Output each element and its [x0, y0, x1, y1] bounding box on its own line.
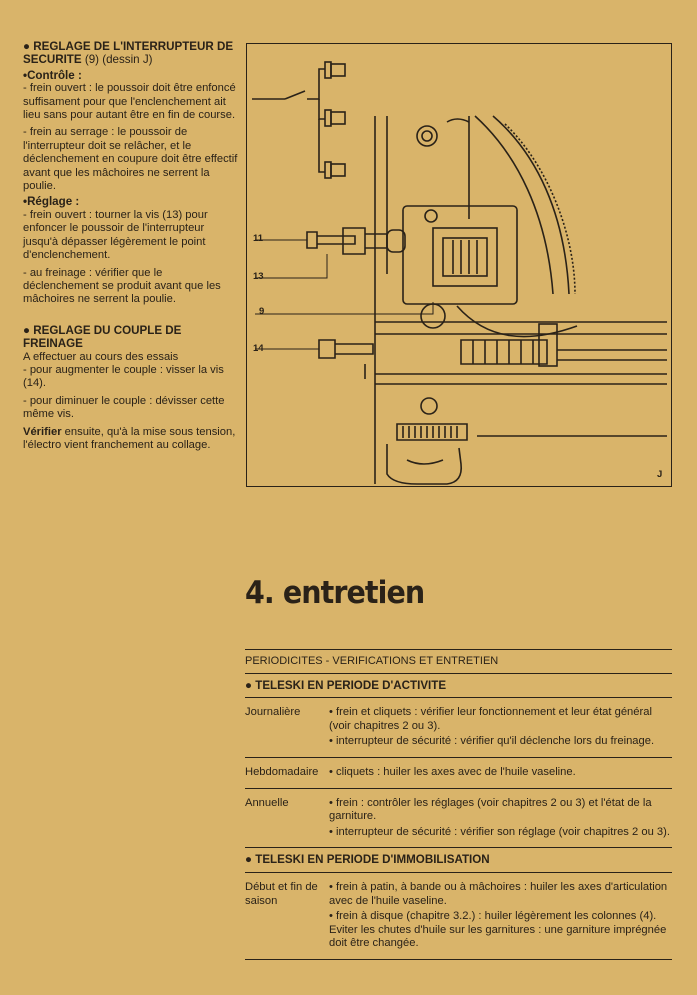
list-item: • frein à patin, à bande ou à mâchoires : huiler les axes d'articulation avec de l'huile vaseline. [329, 880, 668, 907]
period-label: Hebdomadaire [245, 765, 319, 778]
section2-heading: ● REGLAGE DU COUPLE DE FREINAGE [23, 323, 182, 351]
section1-heading: ● REGLAGE DE L'INTERRUPTEUR DE SECURITE (9) (dessin J) [23, 40, 234, 67]
section2-line-2: - pour diminuer le couple : dévisser cette même vis. [23, 394, 225, 421]
table-row [245, 758, 672, 788]
figure-corner-label: J [657, 469, 663, 480]
label-9: 9 [259, 306, 265, 317]
controle-label: •Contrôle : [23, 68, 82, 82]
left-column [23, 40, 238, 452]
figure-j [246, 43, 672, 487]
controle-line-1: - frein ouvert : le poussoir doit être enfoncé suffisament pour que l'enclenchement ait lieu sans pour autant être en fin de course. [23, 82, 236, 122]
chapter-title: 4. entretien [245, 575, 425, 611]
list-item: • cliquets : huiler les axes avec de l'huile vaseline. [329, 765, 576, 778]
period-label: Journalière [245, 706, 301, 719]
mechanism-drawing [247, 44, 673, 488]
maintenance-table [245, 649, 672, 960]
table-header: PERIODICITES - VERIFICATIONS ET ENTRETIEN [245, 655, 499, 667]
section-active: ● TELESKI EN PERIODE D'ACTIVITE [245, 678, 447, 692]
period-label: Début et fin de saison [245, 880, 318, 907]
table-row [245, 873, 672, 959]
section-idle: ● TELESKI EN PERIODE D'IMMOBILISATION [245, 853, 490, 867]
list-item: • frein à disque (chapitre 3.2.) : huiler légèrement les colonnes (4). Eviter les chutes d'huile sur les garnitures : une garniture imprégnée doit être changée. [329, 910, 667, 950]
reglage-line-2: - au freinage : vérifier que le déclenchement se produit avant que les mâchoires ne serrent la poulie. [23, 266, 221, 306]
label-14: 14 [253, 343, 264, 354]
label-11: 11 [253, 233, 264, 244]
list-item: • frein et cliquets : vérifier leur fonctionnement et leur état général (voir chapitres 2 ou 3). [329, 706, 652, 732]
section2-intro: A effectuer au cours des essais [23, 350, 179, 363]
reglage-line-1: - frein ouvert : tourner la vis (13) pour enfoncer le poussoir de l'interrupteur jusqu'à dépasser légèrement le point d'enclenchement. [23, 208, 208, 262]
label-13: 13 [253, 271, 264, 282]
list-item: • frein : contrôler les réglages (voir chapitres 2 ou 3) et l'état de la garniture. [329, 796, 652, 823]
reglage-label: •Réglage : [23, 195, 80, 209]
section2-line-1: - pour augmenter le couple : visser la vis (14). [23, 363, 224, 390]
verify-paragraph: Vérifier ensuite, qu'à la mise sous tension, l'électro vient franchement au collage. [23, 425, 236, 451]
list-item: • interrupteur de sécurité : vérifier qu'il déclenche lors du freinage. [329, 735, 655, 748]
list-item: • interrupteur de sécurité : vérifier son réglage (voir chapitres 2 ou 3). [329, 825, 670, 838]
period-label: Annuelle [245, 796, 289, 809]
table-row [245, 789, 672, 848]
table-row [245, 698, 672, 757]
controle-line-2: - frein au serrage : le poussoir de l'interrupteur doit se relâcher, et le déclenchement en coupure doit être effectif avant que les mâchoires ne serrent la poulie. [23, 126, 238, 193]
